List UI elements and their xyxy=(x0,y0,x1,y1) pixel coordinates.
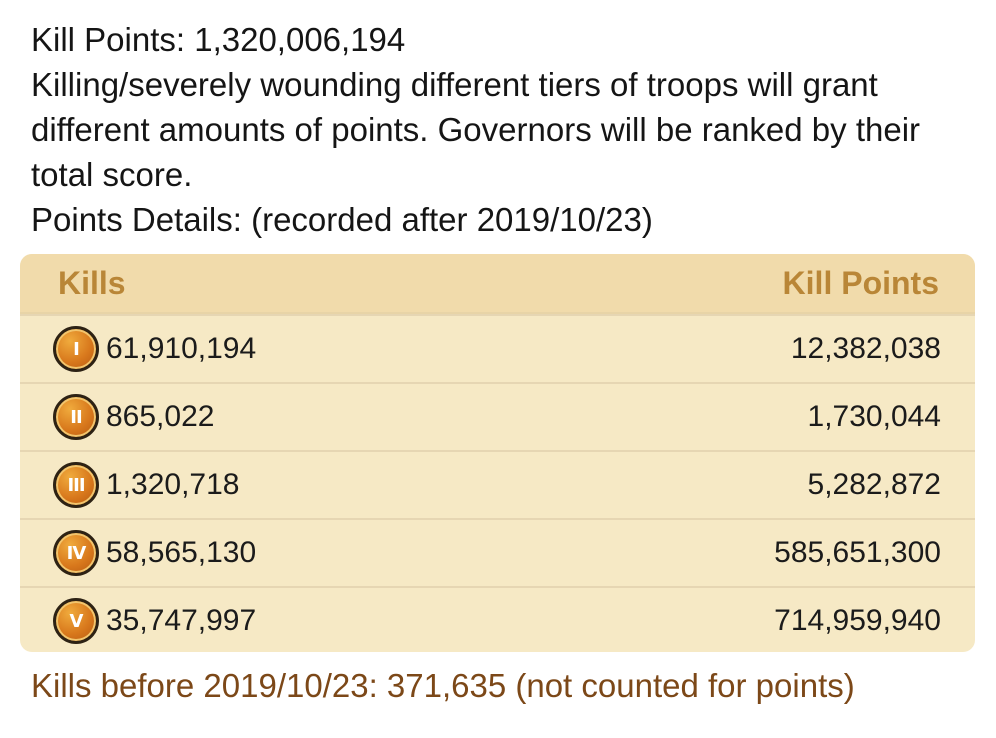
table-row-tier-1 xyxy=(20,314,975,382)
tier-2-icon: II xyxy=(53,394,99,440)
tier-1-icon: I xyxy=(53,326,99,372)
tier-1-kill-points: 12,382,038 xyxy=(790,332,941,365)
kills-cell xyxy=(53,326,256,372)
tier-3-kill-points: 5,282,872 xyxy=(807,468,941,501)
pre-recording-kills-note: Kills before 2019/10/23: 371,635 (not counted for points) xyxy=(31,667,855,704)
tier-5-icon: V xyxy=(53,598,99,644)
table-header xyxy=(20,254,975,314)
tier-4-kills: 58,565,130 xyxy=(106,536,257,569)
tier-2-kill-points: 1,730,044 xyxy=(807,400,941,433)
points-details-label: Points Details: (recorded after 2019/10/23) xyxy=(31,201,653,238)
tier-4-kill-points: 585,651,300 xyxy=(774,536,941,569)
kills-cell xyxy=(53,462,239,508)
table-row-tier-4 xyxy=(20,518,975,586)
tier-1-kills: 61,910,194 xyxy=(106,332,257,365)
kills-cell xyxy=(53,598,256,644)
kills-column-header: Kills xyxy=(58,264,126,301)
tier-5-kills: 35,747,997 xyxy=(106,604,257,637)
kill-points-column-header: Kill Points xyxy=(782,264,939,301)
kill-points-total: Kill Points: 1,320,006,194 xyxy=(31,21,406,58)
tier-2-kills: 865,022 xyxy=(106,400,215,433)
tier-3-kills: 1,320,718 xyxy=(106,468,240,501)
tier-5-kill-points: 714,959,940 xyxy=(774,604,941,637)
kill-points-description: Killing/severely wounding different tiers of troops will grant different amounts of points. Governors will be ranked by their total score. xyxy=(31,66,921,193)
tier-3-icon: III xyxy=(53,462,99,508)
kill-points-summary xyxy=(31,17,976,242)
table-row-tier-5 xyxy=(20,586,975,652)
kills-cell xyxy=(53,394,214,440)
table-row-tier-2 xyxy=(20,382,975,450)
table-row-tier-3 xyxy=(20,450,975,518)
kill-points-table xyxy=(20,254,975,652)
tier-4-icon: IV xyxy=(53,530,99,576)
kills-cell xyxy=(53,530,256,576)
